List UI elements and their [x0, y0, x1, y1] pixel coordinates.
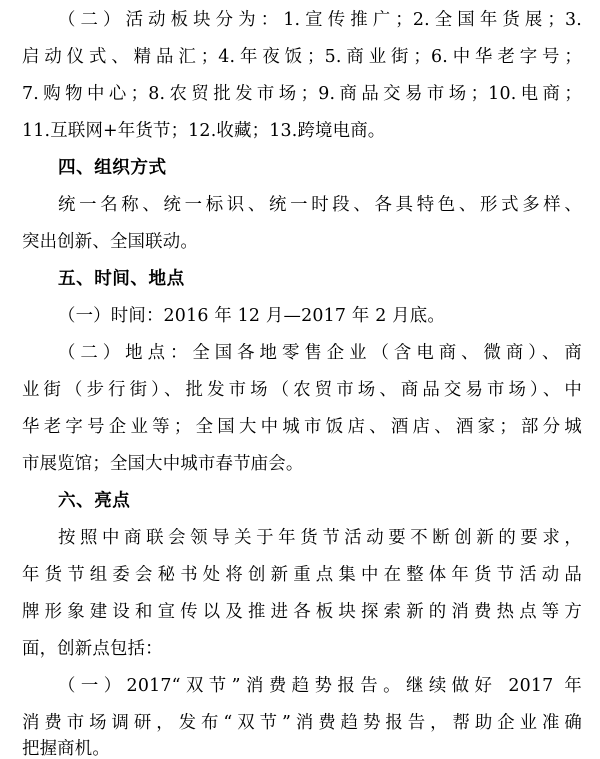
paragraph-activity-sections-line-3: 7.购物中心；8.农贸批发市场；9.商品交易市场；10.电商； [22, 84, 582, 104]
paragraph-activity-sections-line-4: 11.互联网+年货节；12.收藏；13.跨境电商。 [22, 121, 386, 141]
paragraph-organization-line-2: 突出创新、全国联动。 [22, 232, 198, 252]
paragraph-place-line-2: 业街（步行街）、批发市场（农贸市场、商品交易市场）、中 [22, 380, 582, 400]
section-heading-organization: 四、组织方式 [58, 158, 167, 178]
paragraph-report-line-2: 消费市场调研，发布“双节”消费趋势报告，帮助企业准确 [22, 713, 582, 733]
paragraph-organization-line-1: 统一名称、统一标识、统一时段、各具特色、形式多样、 [58, 195, 582, 215]
paragraph-highlights-line-3: 牌形象建设和宣传以及推进各板块探索新的消费热点等方 [22, 602, 582, 622]
paragraph-report-line-1: （一）2017“双节”消费趋势报告。继续做好 2017 年 [58, 676, 582, 696]
paragraph-highlights-line-1: 按照中商联会领导关于年货节活动要不断创新的要求， [58, 528, 582, 548]
paragraph-activity-sections-line-2: 启动仪式、精品汇；4.年夜饭；5.商业街；6.中华老字号； [22, 47, 582, 67]
paragraph-place-line-4: 市展览馆；全国大中城市春节庙会。 [22, 454, 304, 474]
paragraph-activity-sections-line-1: （二）活动板块分为：1.宣传推广；2.全国年货展；3. [58, 10, 582, 30]
paragraph-place-line-3: 华老字号企业等；全国大中城市饭店、酒店、酒家；部分城 [22, 417, 582, 437]
section-heading-highlights: 六、亮点 [58, 491, 131, 511]
section-heading-time-place: 五、时间、地点 [58, 269, 185, 289]
paragraph-place-line-1: （二）地点：全国各地零售企业（含电商、微商）、商 [58, 343, 582, 363]
paragraph-highlights-line-2: 年货节组委会秘书处将创新重点集中在整体年货节活动品 [22, 565, 582, 585]
paragraph-time: （一）时间：2016 年 12 月—2017 年 2 月底。 [58, 306, 445, 326]
paragraph-highlights-line-4: 面，创新点包括： [22, 639, 163, 659]
paragraph-report-line-3: 把握商机。 [22, 739, 110, 759]
